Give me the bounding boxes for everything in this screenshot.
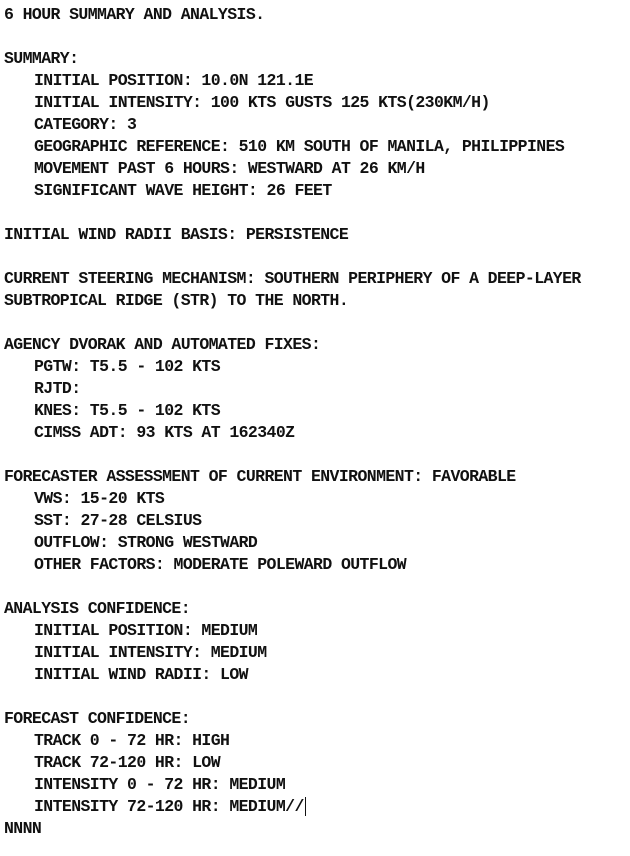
summary-category: CATEGORY: 3 xyxy=(34,115,137,134)
bulletin-heading: 6 HOUR SUMMARY AND ANALYSIS. xyxy=(4,5,265,24)
summary-movement: MOVEMENT PAST 6 HOURS: WESTWARD AT 26 KM/H xyxy=(34,159,425,178)
forecast-intensity-0-72: INTENSITY 0 - 72 HR: MEDIUM xyxy=(34,775,286,794)
forecast-track-72-120: TRACK 72-120 HR: LOW xyxy=(34,753,221,772)
spacer xyxy=(4,576,628,598)
spacer xyxy=(4,246,628,268)
summary-initial-position: INITIAL POSITION: 10.0N 121.1E xyxy=(34,71,314,90)
summary-wave-height: SIGNIFICANT WAVE HEIGHT: 26 FEET xyxy=(34,181,332,200)
spacer xyxy=(4,202,628,224)
end-marker: NNNN xyxy=(4,819,42,838)
agency-fixes-label: AGENCY DVORAK AND AUTOMATED FIXES: xyxy=(4,335,321,354)
environment-other-factors: OTHER FACTORS: MODERATE POLEWARD OUTFLOW xyxy=(34,555,407,574)
forecast-confidence-label: FORECAST CONFIDENCE: xyxy=(4,709,191,728)
summary-label: SUMMARY: xyxy=(4,49,79,68)
steering-line-1: CURRENT STEERING MECHANISM: SOUTHERN PERIPHERY OF A DEEP-LAYER xyxy=(4,269,581,288)
spacer xyxy=(4,26,628,48)
environment-vws: VWS: 15-20 KTS xyxy=(34,489,165,508)
fix-rjtd: RJTD: xyxy=(34,379,81,398)
steering-line-2: SUBTROPICAL RIDGE (STR) TO THE NORTH. xyxy=(4,291,349,310)
text-cursor xyxy=(305,797,306,816)
fix-cimss: CIMSS ADT: 93 KTS AT 162340Z xyxy=(34,423,295,442)
analysis-initial-position: INITIAL POSITION: MEDIUM xyxy=(34,621,258,640)
analysis-initial-wind-radii: INITIAL WIND RADII: LOW xyxy=(34,665,248,684)
summary-initial-intensity: INITIAL INTENSITY: 100 KTS GUSTS 125 KTS(230KM/H) xyxy=(34,93,490,112)
summary-geographic-reference: GEOGRAPHIC REFERENCE: 510 KM SOUTH OF MANILA, PHILIPPINES xyxy=(34,137,565,156)
spacer xyxy=(4,312,628,334)
forecast-track-0-72: TRACK 0 - 72 HR: HIGH xyxy=(34,731,230,750)
analysis-initial-intensity: INITIAL INTENSITY: MEDIUM xyxy=(34,643,267,662)
wind-radii-basis: INITIAL WIND RADII BASIS: PERSISTENCE xyxy=(4,225,349,244)
analysis-confidence-label: ANALYSIS CONFIDENCE: xyxy=(4,599,191,618)
forecast-intensity-72-120: INTENSITY 72-120 HR: MEDIUM// xyxy=(34,797,304,816)
environment-label: FORECASTER ASSESSMENT OF CURRENT ENVIRONMENT: FAVORABLE xyxy=(4,467,516,486)
spacer xyxy=(4,444,628,466)
spacer xyxy=(4,686,628,708)
environment-sst: SST: 27-28 CELSIUS xyxy=(34,511,202,530)
fix-pgtw: PGTW: T5.5 - 102 KTS xyxy=(34,357,221,376)
fix-knes: KNES: T5.5 - 102 KTS xyxy=(34,401,221,420)
forecast-intensity-72-120-row[interactable] xyxy=(4,796,628,818)
environment-outflow: OUTFLOW: STRONG WESTWARD xyxy=(34,533,258,552)
bulletin-document xyxy=(4,4,628,840)
